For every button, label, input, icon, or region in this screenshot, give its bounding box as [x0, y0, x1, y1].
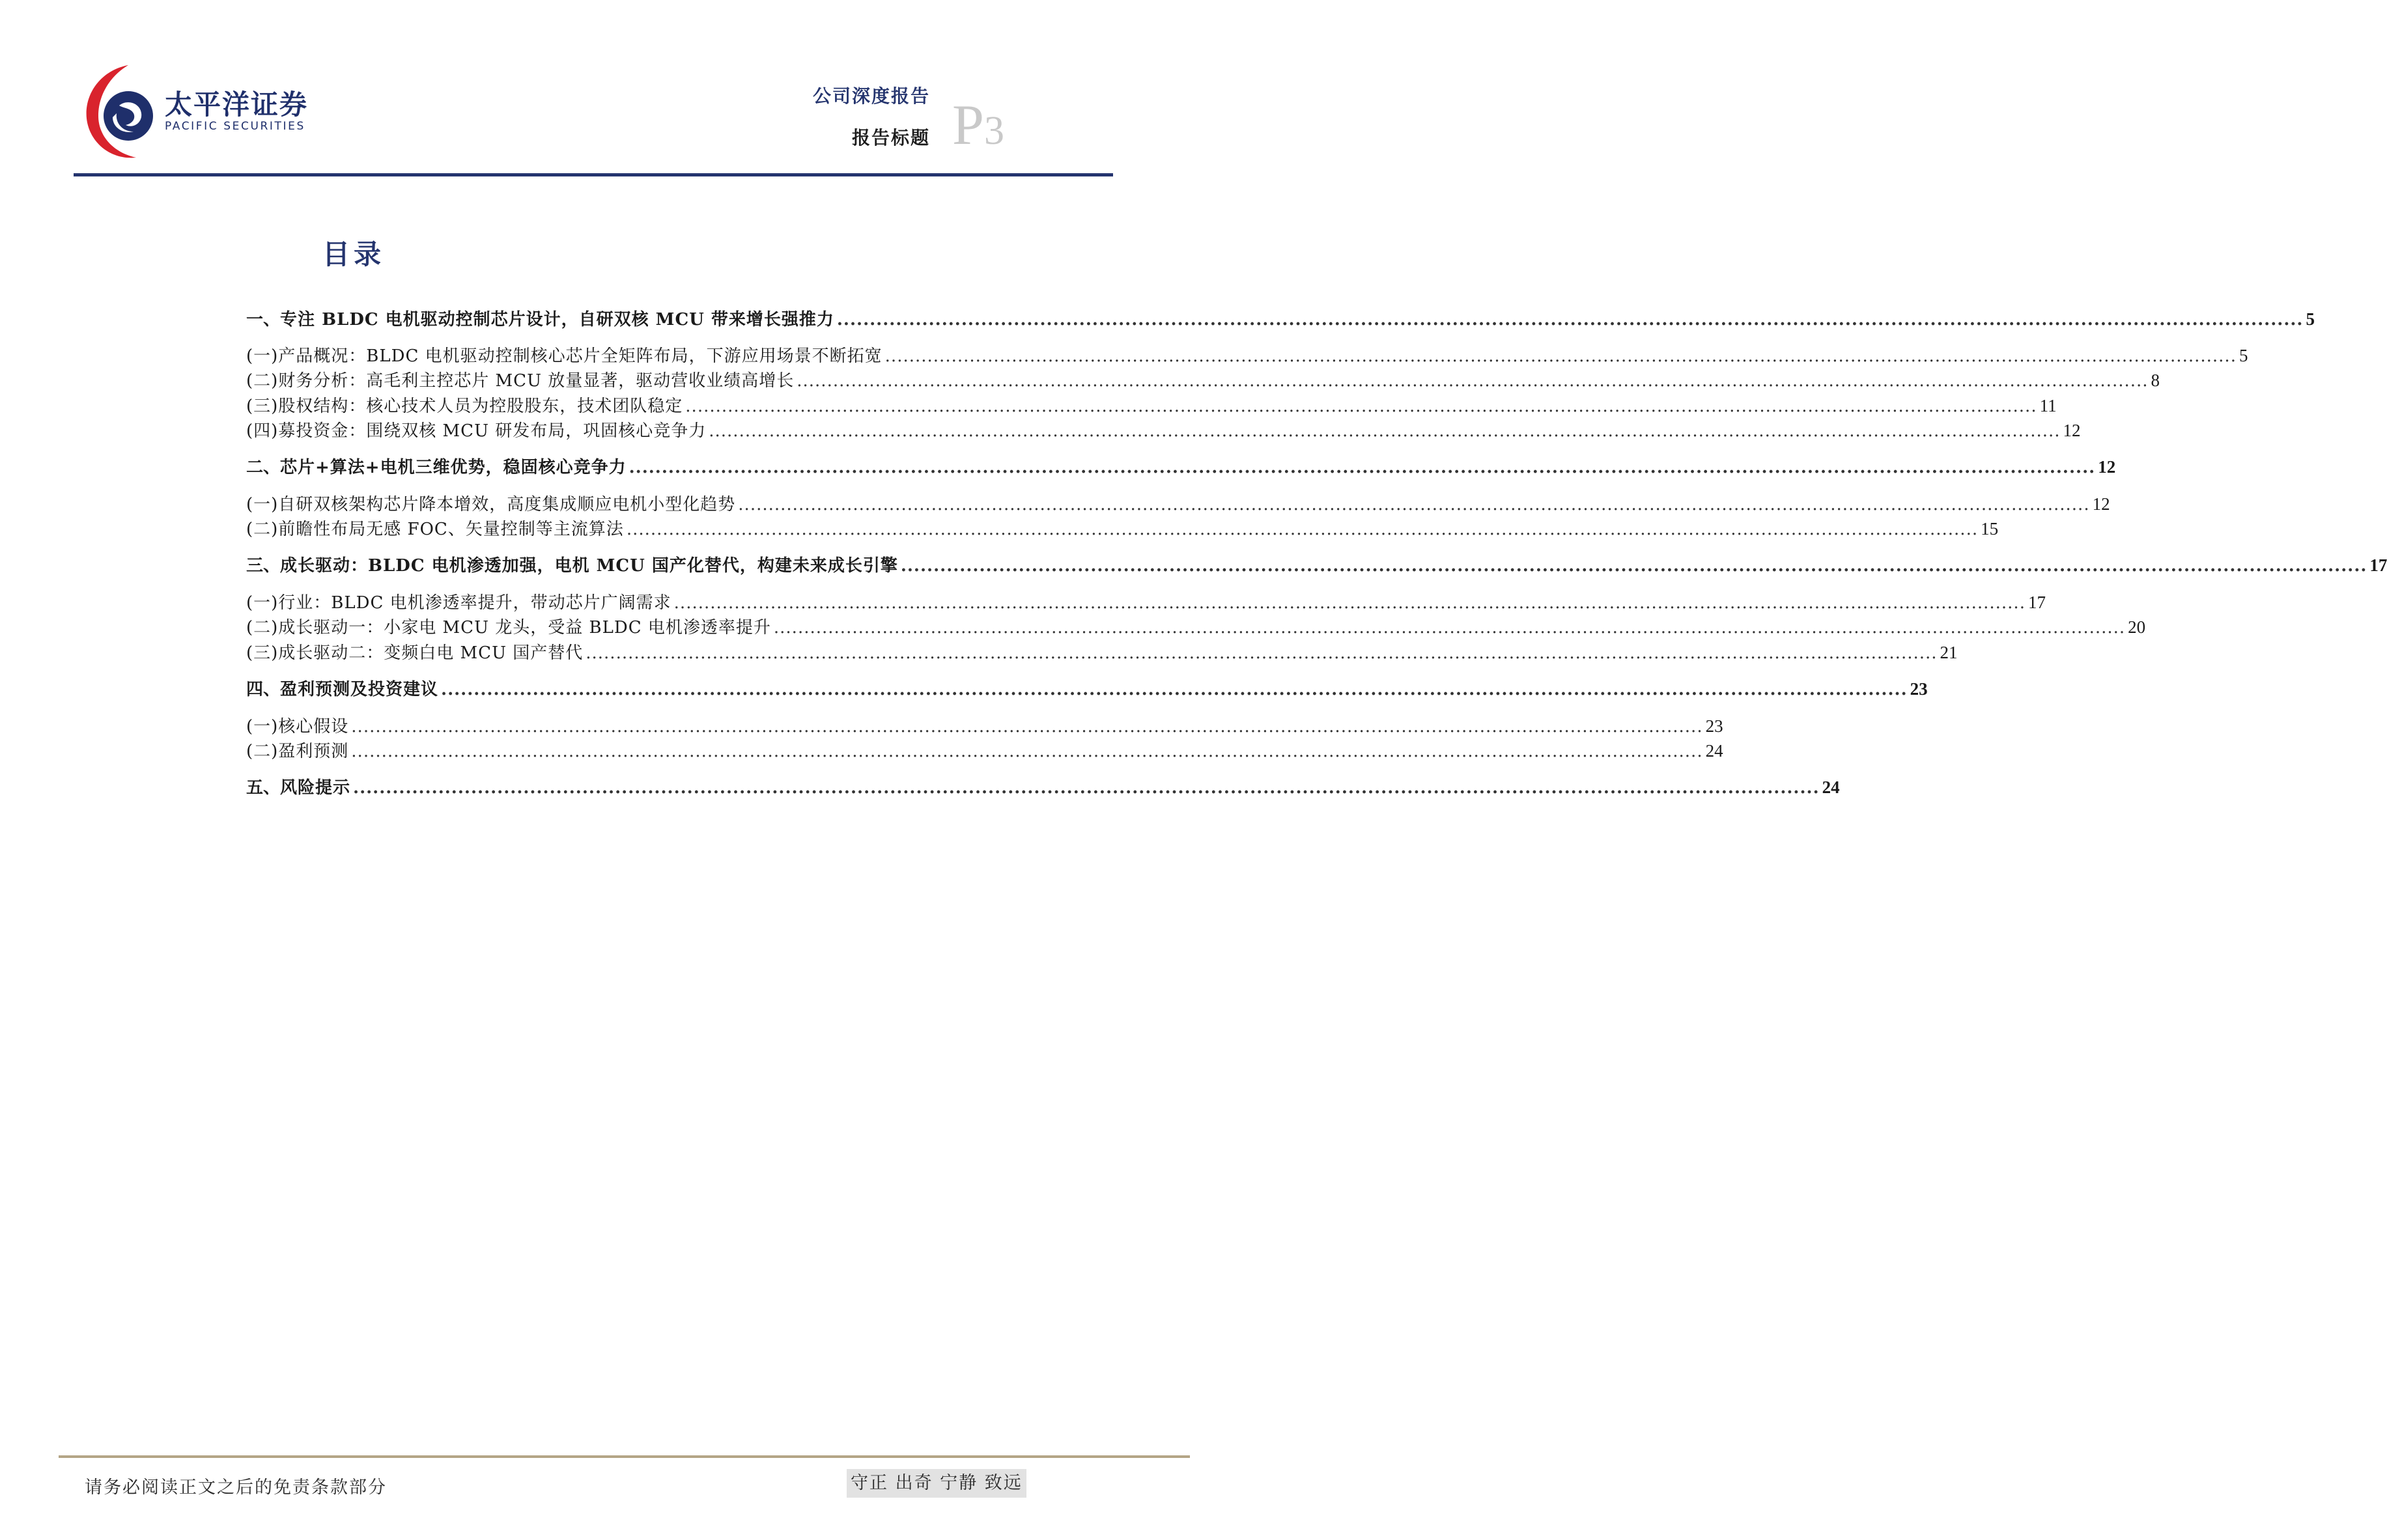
toc-entry[interactable]: (二)盈利预测 ................................................................................................................................................................................................................................ 24: [246, 741, 1723, 761]
toc-entry[interactable]: (三)股权结构：核心技术人员为控股股东，技术团队稳定 ................................................................................................................................................................................................................................ 11: [246, 396, 2057, 416]
toc-entry-section-2[interactable]: 二、 芯片+算法+电机三维优势，稳固核心竞争力 ................................................................................................................................................................................................................................ 12: [246, 457, 2116, 477]
toc-entry[interactable]: (一)产品概况：BLDC 电机驱动控制核心芯片全矩阵布局，下游应用场景不断拓宽 ................................................................................................................................................................................................................................ 5: [246, 346, 2248, 366]
logo-emblem-icon: [81, 63, 163, 160]
page-number: 3: [983, 109, 1004, 153]
footer-disclaimer: 请务必阅读正文之后的免责条款部分: [85, 1477, 387, 1498]
toc-entry-section-1[interactable]: 一、 专注 BLDC 电机驱动控制芯片设计，自研双核 MCU 带来增长强推力 ................................................................................................................................................................................................................................ 5: [246, 309, 2315, 329]
page-prefix: P: [952, 94, 984, 157]
toc-entry[interactable]: (三)成长驱动二：变频白电 MCU 国产替代 ................................................................................................................................................................................................................................ 21: [246, 643, 1958, 663]
logo-chinese-name: 太平洋证券: [165, 89, 309, 120]
header-divider: [74, 173, 1113, 176]
toc-entry[interactable]: (一)核心假设 ................................................................................................................................................................................................................................ 23: [246, 716, 1723, 736]
toc-entry[interactable]: (一)行业：BLDC 电机渗透率提升，带动芯片广阔需求 ................................................................................................................................................................................................................................ 17: [246, 593, 2046, 613]
company-logo: [81, 63, 316, 160]
report-type-label: 公司深度报告: [812, 85, 930, 107]
toc-entry[interactable]: (四)募投资金：围绕双核 MCU 研发布局，巩固核心竞争力 ................................................................................................................................................................................................................................ 12: [246, 421, 2081, 441]
toc-entry-section-5[interactable]: 五、 风险提示 ................................................................................................................................................................................................................................ 24: [246, 777, 1840, 798]
page-number-mark: [952, 92, 1004, 158]
toc-entry-section-4[interactable]: 四、 盈利预测及投资建议 ................................................................................................................................................................................................................................ 23: [246, 679, 1928, 699]
toc-entry[interactable]: (二)成长驱动一：小家电 MCU 龙头，受益 BLDC 电机渗透率提升 ................................................................................................................................................................................................................................ 20: [246, 617, 2146, 637]
logo-english-name: PACIFIC SECURITIES: [165, 120, 305, 133]
toc-entry-section-3[interactable]: 三、 成长驱动：BLDC 电机渗透加强，电机 MCU 国产化替代，构建未来成长引擎 ................................................................................................................................................................................................................................ 17: [246, 555, 2387, 576]
toc-entry[interactable]: (一)自研双核架构芯片降本增效，高度集成顺应电机小型化趋势 ................................................................................................................................................................................................................................ 12: [246, 494, 2110, 514]
toc-entry[interactable]: (二)前瞻性布局无感 FOC、矢量控制等主流算法 ................................................................................................................................................................................................................................ 15: [246, 519, 1999, 539]
toc-entry[interactable]: (二)财务分析：高毛利主控芯片 MCU 放量显著，驱动营收业绩高增长 ................................................................................................................................................................................................................................ 8: [246, 371, 2160, 391]
footer-divider: [59, 1455, 1190, 1458]
report-title-label: 报告标题: [851, 127, 930, 148]
footer-motto: 守正 出奇 宁静 致远: [847, 1469, 1026, 1498]
toc-title: 目录: [322, 238, 386, 270]
